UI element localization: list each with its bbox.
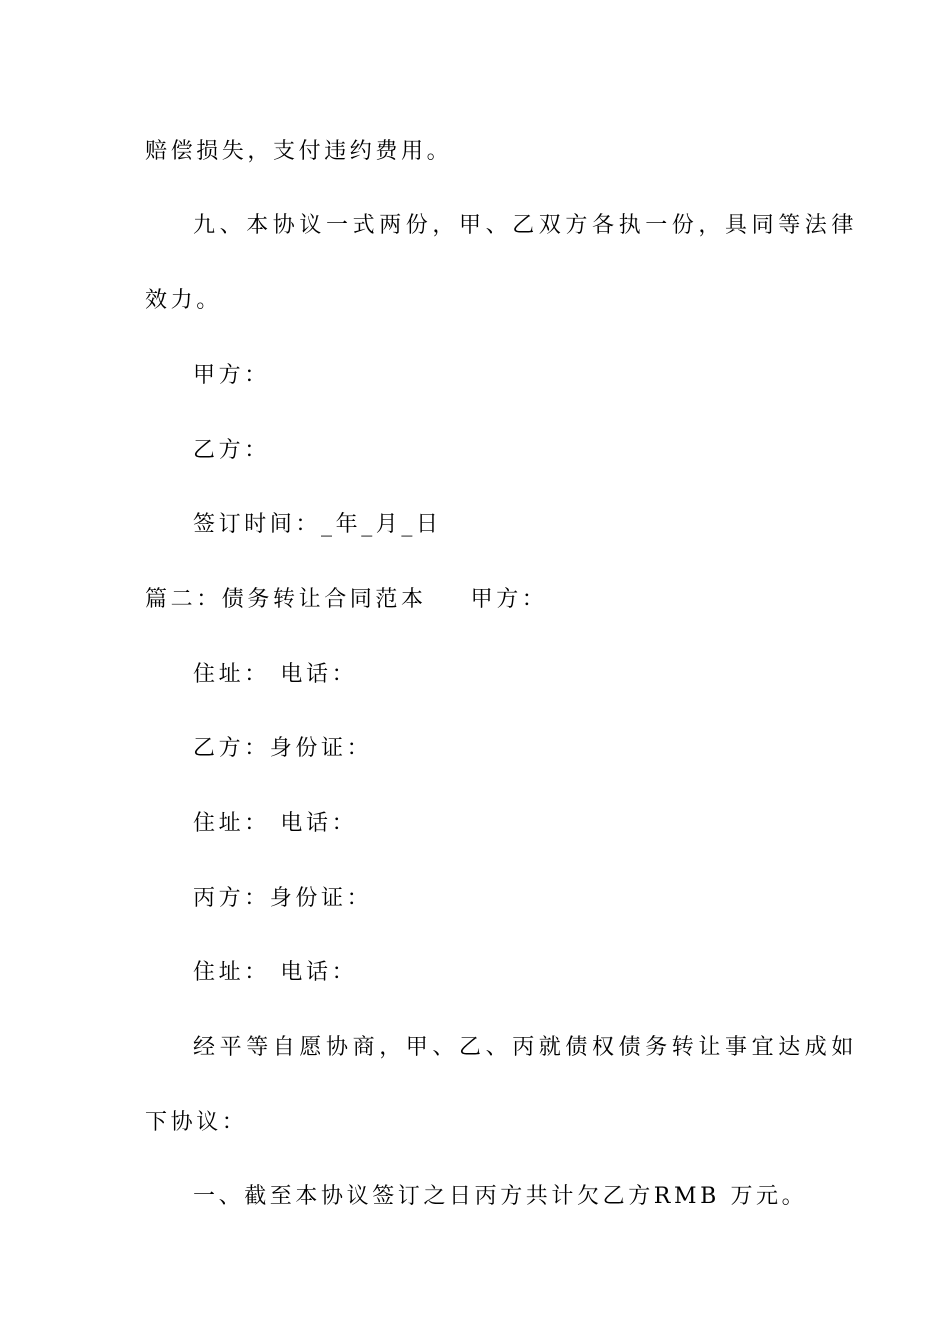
preamble-line1: 经平等自愿协商，甲、乙、丙就债权债务转让事宜达成如 [193, 1035, 859, 1060]
party-b-label: 乙方：身份证： [193, 736, 373, 761]
preamble-line2: 下协议： [145, 1110, 248, 1135]
party-c-label: 丙方：身份证： [193, 886, 373, 911]
paragraph-9-line1: 九、本协议一式两份，甲、乙双方各执一份，具同等法律 [193, 213, 859, 238]
section-title: 篇二：债务转让合同范本 [145, 587, 427, 612]
paragraph-9-line2: 效力。 [145, 288, 222, 313]
party-b-address: 住址： 电话： [193, 811, 358, 836]
party-a-address: 住址： 电话： [193, 662, 358, 687]
signing-date: 签订时间：_年_月_日 [193, 512, 442, 537]
party-b-signature: 乙方： [193, 438, 270, 463]
clause-1: 一、截至本协议签订之日丙方共计欠乙方RMB 万元。 [193, 1184, 808, 1209]
party-c-address: 住址： 电话： [193, 960, 358, 985]
section-heading-row [145, 580, 815, 620]
paragraph-8-end: 赔偿损失，支付违约费用。 [145, 139, 453, 164]
party-a-signature: 甲方： [193, 363, 270, 388]
party-a-label: 甲方： [470, 587, 548, 612]
